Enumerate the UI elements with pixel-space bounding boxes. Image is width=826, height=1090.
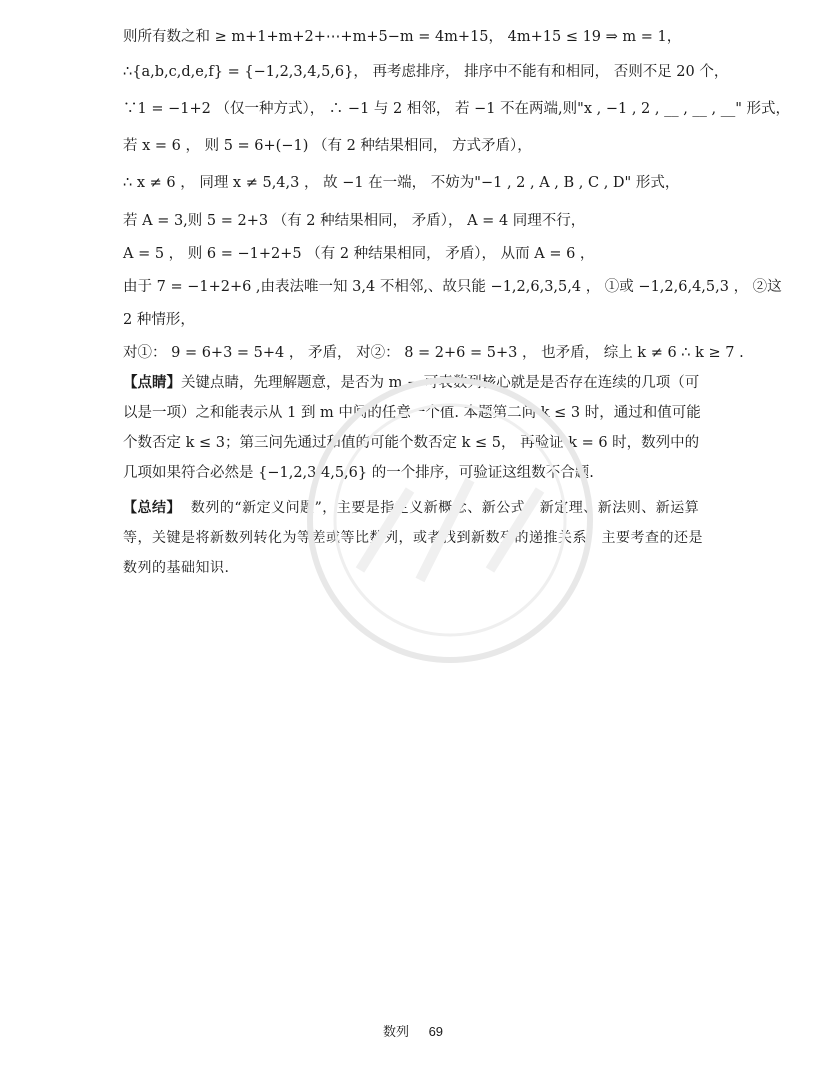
footer-page-number: 69 xyxy=(428,1024,444,1039)
comment-paragraph xyxy=(123,368,713,488)
solution-line-9: 2 种情形， xyxy=(123,312,195,328)
comment-text: 关键点睛，先理解题意，是否为 m − 可表数列核心就是是否存在连续的几项（可以是一项）之和能表示从 1 到 m 中间的任意一个值. 本题第二问 k ≤ 3 时，通过和值可能个数否定 k ≤ 3；第三问先通过和值的可能个数否定 k ≤ 5， 再验证 k = 6 时，数列中的几项如果符合必然是 {−1,2,3,4,5,6} 的一个排序，可验证这组数不合题. xyxy=(123,375,701,481)
solution-line-7: A = 5 ， 则 6 = −1+2+5 （有 2 种结果相同， 矛盾）， 从而 A = 6 ， xyxy=(123,246,595,262)
solution-line-4: 若 x = 6 ， 则 5 = 6+(−1) （有 2 种结果相同， 方式矛盾）， xyxy=(123,138,532,154)
comment-label: 【点睛】 xyxy=(123,374,181,391)
summary-label: 【总结】 xyxy=(123,500,181,516)
summary-text: 数列的“新定义问题”，主要是指定义新概念、新公式、新定理、新法则、新运算等，关键是将新数列转化为等差或等比数列，或者找到新数列的递推关系，主要考查的还是数列的基础知识. xyxy=(123,500,703,576)
solution-line-10: 对①： 9 = 6+3 = 5+4 ， 矛盾， 对②： 8 = 2+6 = 5+3 ， 也矛盾， 综上 k ≠ 6 ∴ k ≥ 7 . xyxy=(123,345,744,361)
page-footer xyxy=(0,1021,826,1040)
footer-section: 数列 xyxy=(382,1024,409,1039)
solution-line-1: 则所有数之和 ≥ m+1+m+2+⋯+m+5−m = 4m+15， 4m+15 ≤ 19 ⇒ m = 1， xyxy=(123,29,682,45)
solution-line-6: 若 A = 3,则 5 = 2+3 （有 2 种结果相同， 矛盾）， A = 4 同理不行， xyxy=(123,213,586,229)
solution-line-5: ∴ x ≠ 6 ， 同理 x ≠ 5,4,3 ， 故 −1 在一端， 不妨为"−1 , 2 , A , B , C , D" 形式， xyxy=(123,175,680,191)
summary-paragraph xyxy=(123,493,713,583)
solution-line-3: ∵1 = −1+2 （仅一种方式）， ∴ −1 与 2 相邻， 若 −1 不在两端,则"x , −1 , 2 , __ , __ , __" 形式， xyxy=(123,101,791,117)
solution-line-8: 由于 7 = −1+2+6 ,由表法唯一知 3,4 不相邻,、故只能 −1,2,6,3,5,4 ， ①或 −1,2,6,4,5,3 ， ②这 xyxy=(123,279,782,295)
solution-line-2: ∴{a,b,c,d,e,f} = {−1,2,3,4,5,6}， 再考虑排序， 排序中不能有和相同， 否则不足 20 个， xyxy=(123,64,729,80)
